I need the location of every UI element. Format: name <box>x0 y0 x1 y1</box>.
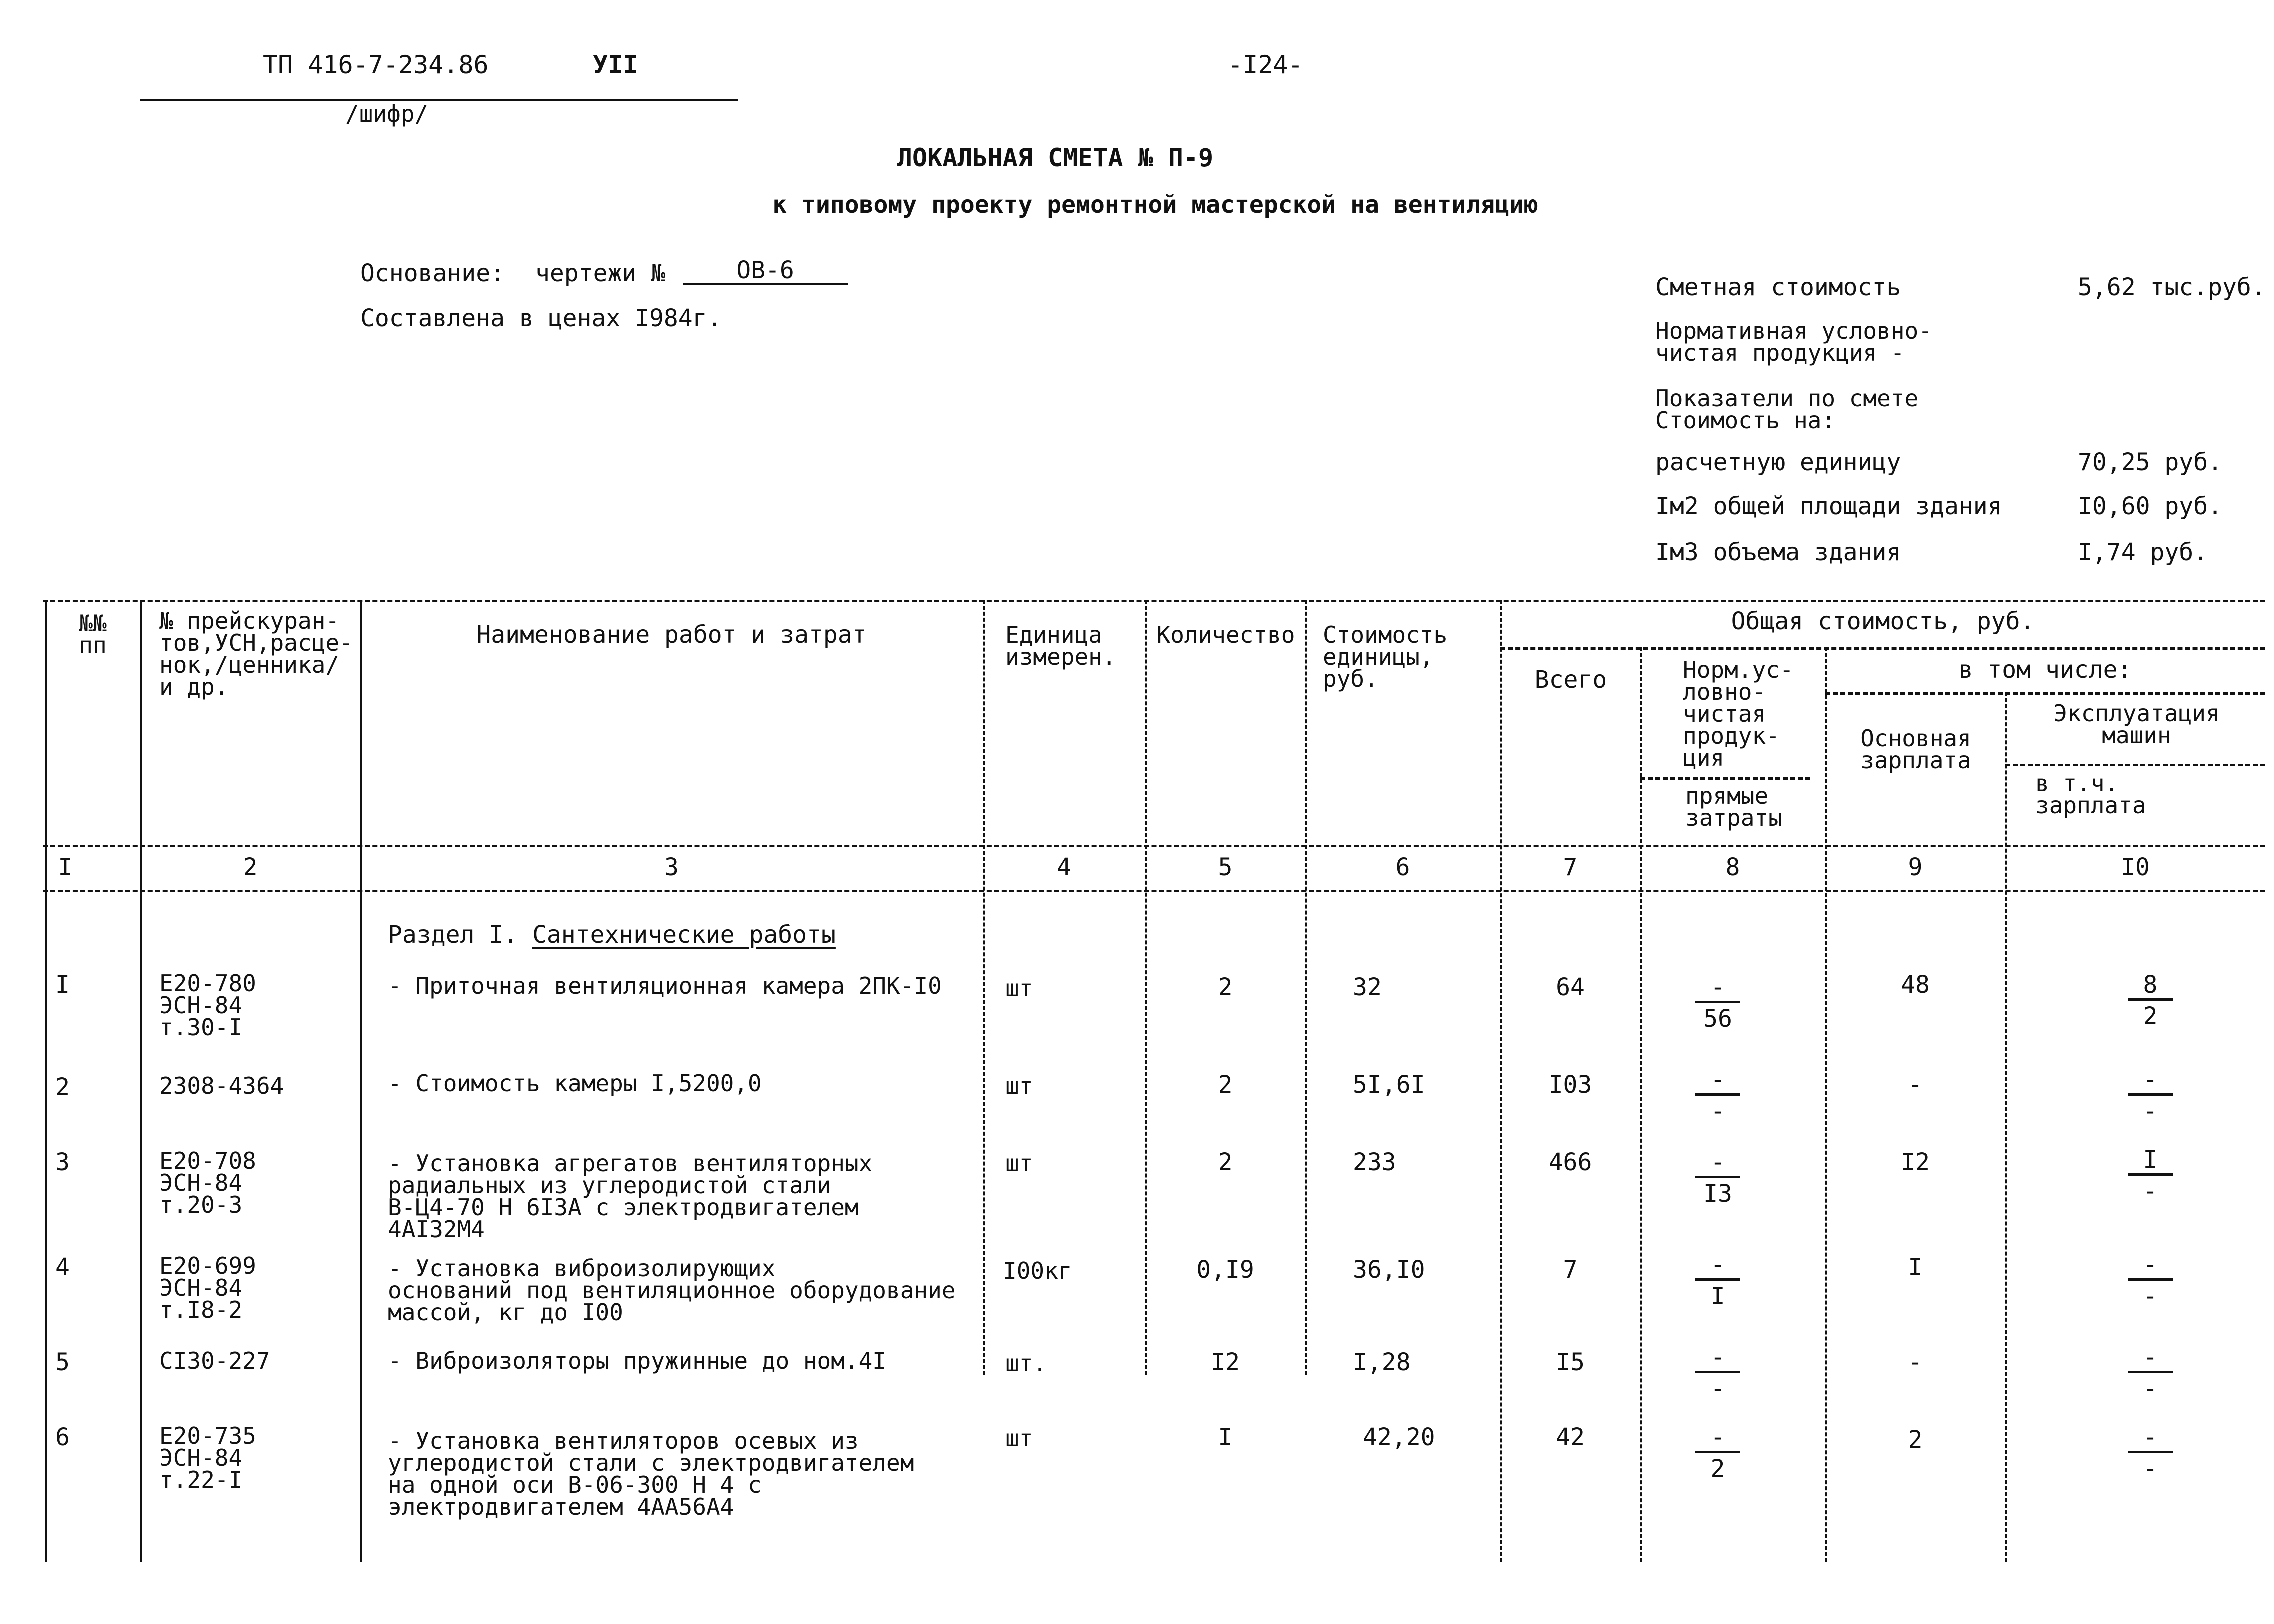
c8-numerator: - <box>1710 1251 1725 1279</box>
header-c5: Количество <box>1156 622 1295 648</box>
row-code: СI30-227 <box>159 1348 270 1374</box>
row-number: 3 <box>55 1148 70 1176</box>
price-level: Составлена в ценах I984г. <box>360 304 722 332</box>
colnum-3: 3 <box>664 854 679 882</box>
col-border-8 <box>1825 648 1827 1562</box>
indicators-label: Показатели по смете Стоимость на: <box>1655 385 1919 434</box>
row-total: I5 <box>1556 1348 1585 1376</box>
row-code: Е20-780 ЭСН-84 т.30-I <box>159 970 256 1041</box>
page-number: -I24- <box>1228 50 1303 80</box>
row-c10-fraction <box>2120 1425 2180 1482</box>
row-unit: шт <box>1005 1425 1033 1452</box>
row-price: 233 <box>1353 1148 1396 1176</box>
total-group-line <box>1500 648 2265 650</box>
c10-denominator: - <box>2143 1455 2158 1483</box>
c10-numerator: - <box>2143 1251 2158 1279</box>
row-unit: I00кг <box>1003 1258 1072 1284</box>
colnum-5: 5 <box>1218 854 1233 882</box>
row-c10-fraction <box>2120 1068 2180 1124</box>
row-number: I <box>55 971 70 999</box>
c8-denominator: 2 <box>1710 1455 1725 1483</box>
document-subtitle: к типовому проекту ремонтной мастерской на вентиляцию <box>772 191 1538 219</box>
normative-product-label: Нормативная условно- чистая продукция - <box>1655 318 1932 366</box>
basis-label: Основание: <box>360 260 505 288</box>
row-salary: I <box>1908 1254 1923 1282</box>
col-border-5 <box>1305 600 1307 1375</box>
row-name: - Приточная вентиляционная камера 2ПК-I0 <box>388 972 942 1000</box>
c8-split-line <box>1640 778 1810 780</box>
c8-numerator: - <box>1710 1148 1725 1176</box>
row-c10-fraction <box>2120 972 2180 1029</box>
colnum-bottom-line <box>43 890 2265 892</box>
section-prefix: Раздел I. <box>388 921 518 949</box>
project-code: ТП 416-7-234.86 <box>263 50 489 80</box>
c10-numerator: - <box>2143 1344 2158 1372</box>
estimated-cost-label: Сметная стоимость <box>1655 274 1901 302</box>
row-salary: I2 <box>1901 1148 1930 1176</box>
drawings-label: чертежи № <box>535 260 666 288</box>
row-price: 5I,6I <box>1353 1071 1425 1099</box>
row-qty: I <box>1218 1424 1233 1452</box>
row-c10-fraction <box>2120 1252 2180 1309</box>
row-unit: шт <box>1005 1150 1033 1177</box>
c10-denominator: 2 <box>2143 1002 2158 1030</box>
colnum-4: 4 <box>1057 854 1071 882</box>
row-number: 5 <box>55 1348 70 1376</box>
row-salary: 48 <box>1901 971 1930 999</box>
row-code: 2308-4364 <box>159 1072 284 1100</box>
c10-numerator: I <box>2143 1146 2158 1174</box>
row-number: 2 <box>55 1074 70 1102</box>
row-salary: - <box>1908 1071 1923 1099</box>
col-border-0 <box>45 600 47 1562</box>
header-c6: Стоимость единицы, руб. <box>1323 622 1448 692</box>
row-code: Е20-735 ЭСН-84 т.22-I <box>159 1422 256 1494</box>
colnum-9: 9 <box>1908 854 1923 882</box>
c8-denominator: - <box>1710 1098 1725 1126</box>
colnum-1: I <box>58 854 73 882</box>
document-title: ЛОКАЛЬНАЯ СМЕТА № П-9 <box>897 144 1214 172</box>
col-border-9 <box>2005 692 2007 1562</box>
header-c8-top: Норм.ус- ловно- чистая продук- ция <box>1683 656 1794 772</box>
drawings-number: ОВ-6 <box>683 258 848 285</box>
col-border-1 <box>140 600 142 1562</box>
header-incl-group: в том числе: <box>1958 656 2132 684</box>
incl-group-line <box>1825 692 2265 695</box>
row-salary: 2 <box>1908 1426 1923 1454</box>
c8-denominator: I <box>1710 1282 1725 1310</box>
c8-numerator: - <box>1710 1424 1725 1452</box>
row-total: 42 <box>1556 1424 1585 1452</box>
row-qty: 2 <box>1218 1071 1233 1099</box>
header-underline <box>140 99 738 102</box>
volume-cost-value: I,74 руб. <box>2078 538 2208 566</box>
c10-numerator: - <box>2143 1424 2158 1452</box>
colnum-6: 6 <box>1395 854 1410 882</box>
header-c10-bottom: в т.ч. зарплата <box>2035 770 2146 819</box>
row-qty: 2 <box>1218 974 1233 1002</box>
header-c1: №№ пп <box>79 610 107 659</box>
colnum-2: 2 <box>243 854 258 882</box>
row-unit: шт <box>1005 975 1033 1002</box>
row-c8-fraction <box>1688 1345 1748 1402</box>
c8-denominator: - <box>1710 1375 1725 1403</box>
row-price: 42,20 <box>1363 1424 1435 1452</box>
row-salary: - <box>1908 1348 1923 1376</box>
row-c8-fraction <box>1688 1252 1748 1309</box>
colnum-10: I0 <box>2121 854 2150 882</box>
row-c8-fraction <box>1688 1068 1748 1124</box>
c10-numerator: 8 <box>2143 971 2158 999</box>
row-total: 466 <box>1548 1148 1592 1176</box>
header-bottom-line <box>43 845 2265 848</box>
row-c8-fraction <box>1688 1150 1748 1206</box>
header-c2: № прейскуран- тов,УСН,расце- нок,/ценника/ и др. <box>159 608 353 700</box>
col-border-2 <box>360 600 362 1562</box>
header-c10-top: Эксплуатация машин <box>2053 700 2220 749</box>
unit-cost-label: расчетную единицу <box>1655 448 1901 476</box>
row-code: Е20-708 ЭСН-84 т.20-3 <box>159 1148 256 1218</box>
row-price: 32 <box>1353 974 1382 1002</box>
volume-cost-label: Iм3 объема здания <box>1655 538 1901 566</box>
header-total-group: Общая стоимость, руб. <box>1731 608 2035 636</box>
section-title: Сантехнические работы <box>532 921 836 949</box>
row-c8-fraction <box>1688 975 1748 1032</box>
row-price: I,28 <box>1353 1348 1411 1376</box>
c10-denominator: - <box>2143 1282 2158 1310</box>
row-name: - Стоимость камеры I,5200,0 <box>388 1070 762 1097</box>
area-cost-value: I0,60 руб. <box>2078 492 2222 520</box>
row-c8-fraction <box>1688 1425 1748 1482</box>
header-c4: Единица измерен. <box>1005 622 1116 670</box>
row-qty: 2 <box>1218 1148 1233 1176</box>
row-name: - Виброизоляторы пружинные до ном.4I <box>388 1348 886 1374</box>
row-total: 64 <box>1556 974 1585 1002</box>
row-qty: 0,I9 <box>1196 1256 1254 1284</box>
row-number: 4 <box>55 1254 70 1282</box>
colnum-8: 8 <box>1725 854 1740 882</box>
row-qty: I2 <box>1211 1348 1240 1376</box>
estimated-cost-value: 5,62 тыс.руб. <box>2078 274 2266 302</box>
section-heading <box>388 922 836 948</box>
c8-numerator: - <box>1710 1066 1725 1094</box>
c8-denominator: I3 <box>1703 1180 1732 1208</box>
row-total: I03 <box>1548 1071 1592 1099</box>
row-unit: шт. <box>1005 1350 1047 1377</box>
c10-split-line <box>2005 764 2265 766</box>
c8-numerator: - <box>1710 974 1725 1002</box>
header-c7: Всего <box>1534 666 1607 694</box>
row-price: 36,I0 <box>1353 1256 1425 1284</box>
row-name: - Установка агрегатов вентиляторных радиальных из углеродистой стали В-Ц4-70 Н 6I3А с электродвигателем 4АI32М4 <box>388 1150 873 1243</box>
header-c9: Основная зарплата <box>1860 725 1971 774</box>
row-total: 7 <box>1563 1256 1578 1284</box>
col-border-3 <box>983 600 985 1375</box>
row-number: 6 <box>55 1424 70 1452</box>
table-top-line <box>43 600 2265 602</box>
unit-cost-value: 70,25 руб. <box>2078 448 2222 476</box>
col-border-7 <box>1640 648 1642 1562</box>
c10-denominator: - <box>2143 1098 2158 1126</box>
c8-denominator: 56 <box>1703 1005 1732 1033</box>
row-name: - Установка виброизолирующих оснований под вентиляционное оборудование массой, кг до I00 <box>388 1255 956 1326</box>
header-c3: Наименование работ и затрат <box>476 621 867 649</box>
c10-numerator: - <box>2143 1066 2158 1094</box>
header-c8-bottom: прямые затраты <box>1685 782 1782 832</box>
row-name: - Установка вентиляторов осевых из углеродистой стали с электродвигателем на одной оси В-06-300 Н 4 с электродвигателем 4АА56А4 <box>388 1428 914 1520</box>
row-c10-fraction <box>2120 1148 2180 1204</box>
area-cost-label: Iм2 общей площади здания <box>1655 492 2002 520</box>
row-code: Е20-699 ЭСН-84 т.I8-2 <box>159 1252 256 1324</box>
row-c10-fraction <box>2120 1345 2180 1402</box>
c8-numerator: - <box>1710 1344 1725 1372</box>
row-unit: шт <box>1005 1072 1033 1100</box>
album-number: УII <box>593 50 638 80</box>
colnum-7: 7 <box>1563 854 1578 882</box>
c10-denominator: - <box>2143 1375 2158 1403</box>
cipher-label: /шифр/ <box>345 100 429 128</box>
c10-denominator: - <box>2143 1178 2158 1206</box>
